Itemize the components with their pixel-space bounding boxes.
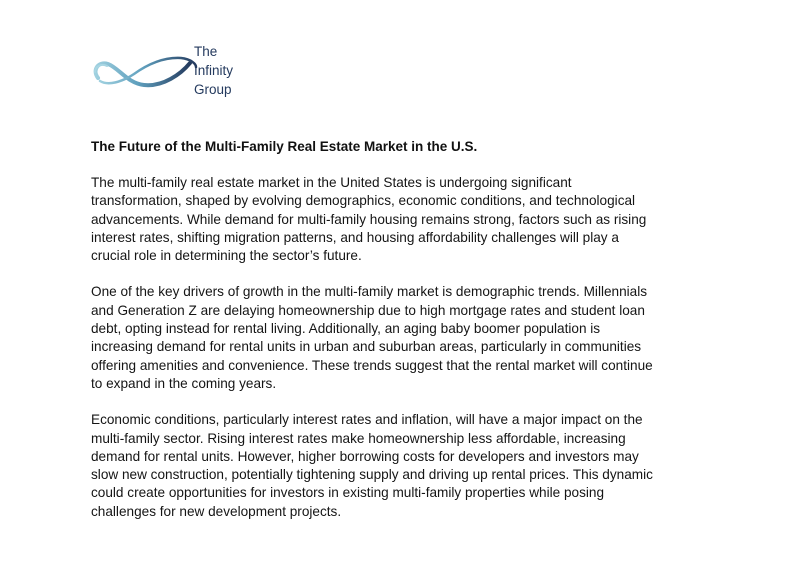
paragraph-line: The multi-family real estate market in the United States is undergoing significant — [91, 175, 572, 190]
paragraph-line: slow new construction, potentially tightening supply and driving up rental prices. This dynamic — [91, 467, 653, 483]
paragraph-line: demand for rental units. However, higher borrowing costs for developers and investors may — [91, 448, 639, 464]
infinity-logo-icon — [88, 50, 200, 96]
paragraph-line: One of the key drivers of growth in the multi-family market is demographic trends. Millennials — [91, 284, 648, 300]
paragraph-line: advancements. While demand for multi-family housing remains strong, factors such as rising — [91, 211, 647, 227]
paragraph-line: increasing demand for rental units in urban and suburban areas, particularly in communities — [91, 339, 642, 355]
company-logo — [88, 40, 248, 104]
paragraph-line: and Generation Z are delaying homeownership due to high mortgage rates and student loan — [91, 302, 645, 318]
logo-line-3: Group — [194, 82, 232, 97]
logo-line-1: The — [194, 44, 218, 59]
document-title: The Future of the Multi-Family Real Estate Market in the U.S. — [91, 139, 478, 154]
paragraph-line: interest rates, shifting migration patterns, and housing affordability challenges will play a — [91, 229, 619, 245]
paragraph-line: to expand in the coming years. — [91, 375, 277, 391]
paragraph-line: could create opportunities for investors in existing multi-family properties while posing — [91, 485, 605, 501]
paragraph-line: transformation, shaped by evolving demographics, economic conditions, and technological — [91, 193, 636, 209]
document-content — [91, 138, 731, 539]
paragraph-2 — [91, 283, 731, 393]
paragraph-line: crucial role in determining the sector’s future. — [91, 248, 362, 264]
paragraph-line: challenges for new development projects. — [91, 503, 342, 519]
paragraph-line: Economic conditions, particularly interest rates and inflation, will have a major impact on the — [91, 412, 643, 428]
paragraph-line: multi-family sector. Rising interest rates make homeownership less affordable, increasing — [91, 430, 626, 446]
paragraph-3 — [91, 411, 731, 521]
paragraph-line: debt, opting instead for rental living. Additionally, an aging baby boomer population is — [91, 321, 601, 337]
paragraph-line: offering amenities and convenience. These trends suggest that the rental market will continue — [91, 357, 653, 373]
paragraph-1 — [91, 174, 731, 265]
logo-line-2: Infinity — [194, 63, 234, 78]
logo-wordmark — [194, 42, 233, 99]
